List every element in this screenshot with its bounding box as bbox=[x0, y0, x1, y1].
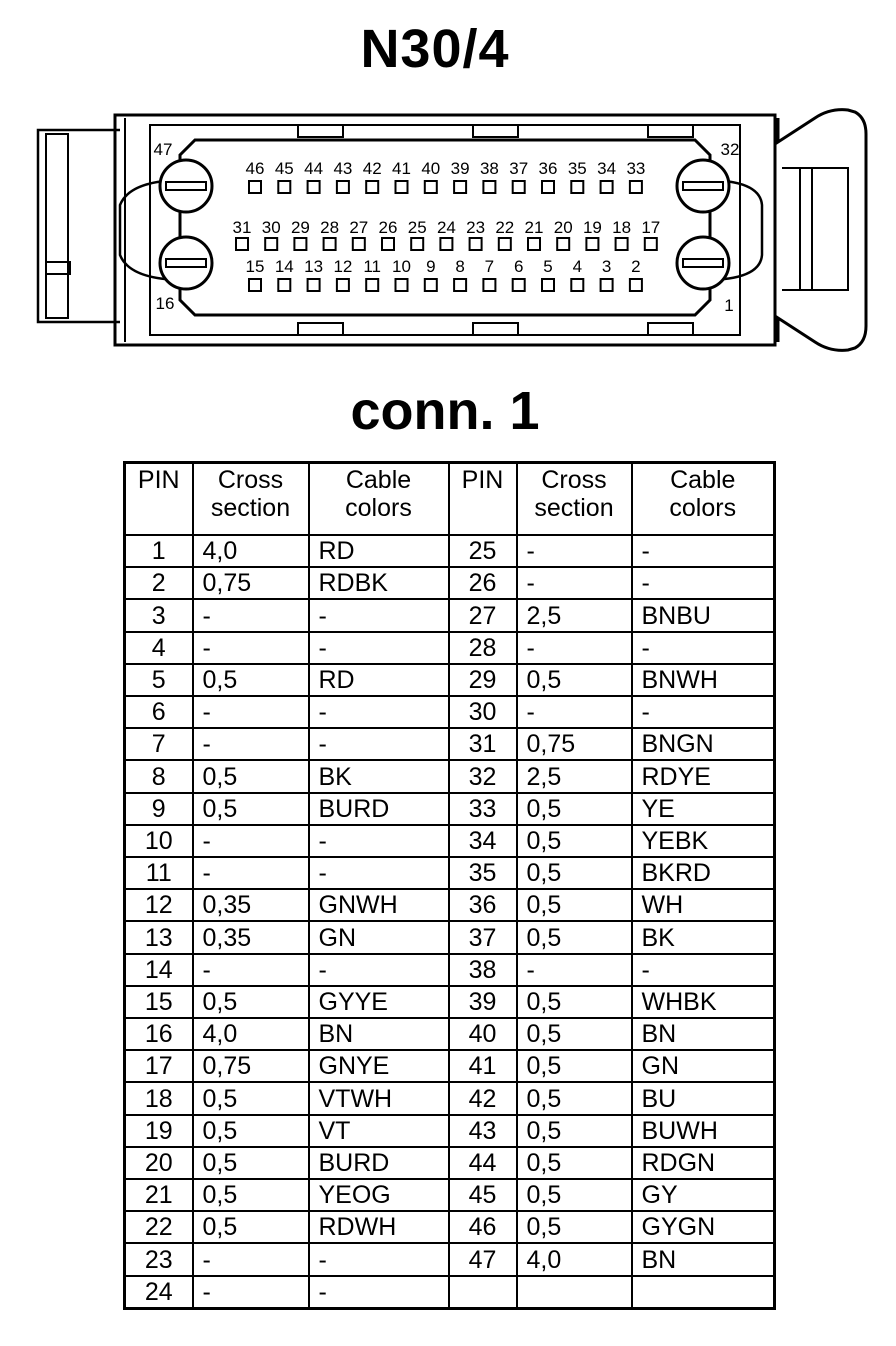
pin-number-cell: 43 bbox=[449, 1115, 517, 1147]
pin-number-cell: 47 bbox=[449, 1243, 517, 1275]
pin-cavity bbox=[513, 279, 525, 291]
table-row bbox=[125, 986, 775, 1018]
cable-color-cell: - bbox=[309, 954, 449, 986]
pin-cavity bbox=[601, 181, 613, 193]
pin-number-cell: 21 bbox=[125, 1179, 193, 1211]
pin-number-cell: 15 bbox=[125, 986, 193, 1018]
cable-color-cell: - bbox=[309, 696, 449, 728]
cable-color-cell: - bbox=[632, 696, 775, 728]
pin-label: 42 bbox=[362, 159, 382, 178]
cable-color-cell: RD bbox=[309, 664, 449, 696]
pin-label: 10 bbox=[392, 257, 411, 276]
pin-cavity bbox=[542, 181, 554, 193]
pin-number-cell: 41 bbox=[449, 1050, 517, 1082]
pin-number-cell: 4 bbox=[125, 632, 193, 664]
pin-label: 12 bbox=[333, 257, 353, 276]
cable-color-cell: GNWH bbox=[309, 889, 449, 921]
cross-section-cell: 0,75 bbox=[193, 1050, 309, 1082]
cross-section-cell: 0,75 bbox=[193, 567, 309, 599]
pin-label: 44 bbox=[304, 159, 324, 178]
cross-section-cell: - bbox=[517, 954, 632, 986]
pin-cavity bbox=[557, 238, 569, 250]
pin-number-cell: 36 bbox=[449, 889, 517, 921]
pin-label: 27 bbox=[349, 218, 369, 237]
pin-number-cell: 14 bbox=[125, 954, 193, 986]
pin-number-cell: 35 bbox=[449, 857, 517, 889]
pin-cavity bbox=[601, 279, 613, 291]
pin-cavity bbox=[396, 181, 408, 193]
pin-number-cell: 7 bbox=[125, 728, 193, 760]
pin-label: 5 bbox=[543, 257, 553, 276]
left-latch bbox=[38, 130, 120, 322]
pin-label: 8 bbox=[455, 257, 465, 276]
corner-label-47: 47 bbox=[153, 140, 173, 159]
header-cable-colors: Cable colors bbox=[309, 463, 449, 536]
cross-section-cell: - bbox=[517, 567, 632, 599]
pin-cavity bbox=[337, 279, 349, 291]
table-row bbox=[125, 535, 775, 567]
cross-section-cell: 2,5 bbox=[517, 599, 632, 631]
table-row bbox=[125, 1211, 775, 1243]
table-row bbox=[125, 825, 775, 857]
pin-cavity bbox=[470, 238, 482, 250]
cross-section-cell: - bbox=[193, 1243, 309, 1275]
pin-cavity bbox=[616, 238, 628, 250]
table-row bbox=[125, 793, 775, 825]
cross-section-cell: 0,5 bbox=[517, 857, 632, 889]
cross-section-cell: 0,5 bbox=[517, 1179, 632, 1211]
table-row bbox=[125, 1018, 775, 1050]
cable-color-cell: VT bbox=[309, 1115, 449, 1147]
pin-cavity bbox=[411, 238, 423, 250]
cross-section-cell: - bbox=[193, 825, 309, 857]
pin-label: 25 bbox=[407, 218, 427, 237]
cross-section-cell: 0,5 bbox=[517, 921, 632, 953]
left-latch-tab bbox=[46, 262, 70, 274]
header-pin: PIN bbox=[125, 463, 193, 536]
header-cross-section: Cross section bbox=[193, 463, 309, 536]
pin-label: 37 bbox=[509, 159, 529, 178]
pin-label: 3 bbox=[601, 257, 612, 276]
cross-section-cell: 0,5 bbox=[193, 986, 309, 1018]
pin-number-cell: 13 bbox=[125, 921, 193, 953]
pin-label: 31 bbox=[232, 218, 252, 237]
cable-color-cell: RDGN bbox=[632, 1147, 775, 1179]
pin-cavity bbox=[337, 181, 349, 193]
corner-label-1: 1 bbox=[724, 296, 734, 315]
pin-number-cell: 24 bbox=[125, 1276, 193, 1309]
right-shroud-inner bbox=[782, 168, 848, 290]
cross-section-cell: 0,5 bbox=[193, 664, 309, 696]
cable-color-cell: - bbox=[309, 1243, 449, 1275]
cross-section-cell: - bbox=[193, 1276, 309, 1309]
pin-number-cell: 8 bbox=[125, 760, 193, 792]
cross-section-cell: 0,5 bbox=[517, 825, 632, 857]
pin-cavity bbox=[308, 279, 320, 291]
cable-color-cell: RD bbox=[309, 535, 449, 567]
pin-cavity bbox=[454, 181, 466, 193]
pin-cavity bbox=[483, 279, 495, 291]
cable-color-cell: BN bbox=[309, 1018, 449, 1050]
pin-number-cell: 20 bbox=[125, 1147, 193, 1179]
pin-number-cell: 30 bbox=[449, 696, 517, 728]
cross-section-cell: 4,0 bbox=[193, 1018, 309, 1050]
cable-color-cell: BNWH bbox=[632, 664, 775, 696]
pin-number-cell: 10 bbox=[125, 825, 193, 857]
pin-label: 4 bbox=[572, 257, 583, 276]
pin-cavity bbox=[308, 181, 320, 193]
cross-section-cell: 0,5 bbox=[193, 1115, 309, 1147]
cable-color-cell: BU bbox=[632, 1082, 775, 1114]
cable-color-cell: - bbox=[309, 728, 449, 760]
cable-color-cell: GYGN bbox=[632, 1211, 775, 1243]
pin-cavity bbox=[249, 279, 261, 291]
connector-diagram bbox=[0, 100, 896, 362]
pin-number-cell: 32 bbox=[449, 760, 517, 792]
page-title: N30/4 bbox=[360, 19, 510, 79]
cable-color-cell: BN bbox=[632, 1018, 775, 1050]
pin-cavity bbox=[278, 181, 290, 193]
pin-label: 35 bbox=[567, 159, 587, 178]
pin-number-cell: 22 bbox=[125, 1211, 193, 1243]
pin-number-cell: 27 bbox=[449, 599, 517, 631]
pin-number-cell: 44 bbox=[449, 1147, 517, 1179]
cable-color-cell: YEOG bbox=[309, 1179, 449, 1211]
pin-cavity bbox=[586, 238, 598, 250]
cross-section-cell: 0,35 bbox=[193, 889, 309, 921]
left-latch-bar bbox=[46, 134, 68, 318]
cable-color-cell: BNGN bbox=[632, 728, 775, 760]
pin-number-cell: 6 bbox=[125, 696, 193, 728]
pin-label: 14 bbox=[274, 257, 294, 276]
cross-section-cell: - bbox=[517, 696, 632, 728]
cross-section-cell: - bbox=[193, 632, 309, 664]
pin-label: 46 bbox=[245, 159, 265, 178]
cross-section-cell: - bbox=[517, 632, 632, 664]
cross-section-cell: - bbox=[193, 954, 309, 986]
cable-color-cell: RDBK bbox=[309, 567, 449, 599]
right-shroud bbox=[778, 110, 866, 351]
cross-section-cell: 2,5 bbox=[517, 760, 632, 792]
table-header-row bbox=[125, 463, 775, 536]
pin-number-cell: 45 bbox=[449, 1179, 517, 1211]
pin-cavity bbox=[440, 238, 452, 250]
pin-label: 23 bbox=[466, 218, 486, 237]
pin-label: 17 bbox=[641, 218, 661, 237]
pin-label: 9 bbox=[426, 257, 436, 276]
pin-label: 40 bbox=[421, 159, 441, 178]
cable-color-cell: GYYE bbox=[309, 986, 449, 1018]
pin-number-cell: 3 bbox=[125, 599, 193, 631]
pin-cavity bbox=[542, 279, 554, 291]
cable-color-cell: - bbox=[309, 599, 449, 631]
pin-assignment-table bbox=[123, 461, 776, 1310]
cable-color-cell: - bbox=[309, 632, 449, 664]
pin-cavity bbox=[483, 181, 495, 193]
cross-section-cell: 0,5 bbox=[517, 1082, 632, 1114]
pin-label: 41 bbox=[392, 159, 411, 178]
corner-label-32: 32 bbox=[720, 140, 740, 159]
cross-section-cell: 0,5 bbox=[517, 1115, 632, 1147]
pin-number-cell: 42 bbox=[449, 1082, 517, 1114]
header-cross-section: Cross section bbox=[517, 463, 632, 536]
cable-color-cell bbox=[632, 1276, 775, 1309]
pin-label: 18 bbox=[612, 218, 632, 237]
pin-label: 6 bbox=[513, 257, 524, 276]
table-row bbox=[125, 1243, 775, 1275]
cable-color-cell: - bbox=[632, 954, 775, 986]
pin-label: 13 bbox=[304, 257, 324, 276]
cross-section-cell: - bbox=[193, 696, 309, 728]
cable-color-cell: RDYE bbox=[632, 760, 775, 792]
cross-section-cell: 0,5 bbox=[193, 760, 309, 792]
pin-cavity bbox=[645, 238, 657, 250]
pin-cavity bbox=[382, 238, 394, 250]
cross-section-cell: 0,5 bbox=[517, 793, 632, 825]
cross-section-cell: 0,5 bbox=[193, 1147, 309, 1179]
pin-cavity bbox=[294, 238, 306, 250]
cross-section-cell: 4,0 bbox=[193, 535, 309, 567]
cross-section-cell: 0,5 bbox=[193, 1082, 309, 1114]
pin-label: 33 bbox=[626, 159, 646, 178]
cable-color-cell: VTWH bbox=[309, 1082, 449, 1114]
cable-color-cell: BK bbox=[632, 921, 775, 953]
cable-color-cell: - bbox=[632, 535, 775, 567]
cross-section-cell bbox=[517, 1276, 632, 1309]
table-row bbox=[125, 760, 775, 792]
pin-number-cell: 46 bbox=[449, 1211, 517, 1243]
pin-cavity bbox=[454, 279, 466, 291]
table-row bbox=[125, 1276, 775, 1309]
cable-color-cell: RDWH bbox=[309, 1211, 449, 1243]
cross-section-cell: 0,5 bbox=[517, 889, 632, 921]
pin-cavity bbox=[630, 181, 642, 193]
pin-label: 15 bbox=[245, 257, 265, 276]
pin-cavity bbox=[630, 279, 642, 291]
cable-color-cell: - bbox=[632, 632, 775, 664]
cross-section-cell: 0,5 bbox=[517, 664, 632, 696]
pin-number-cell: 38 bbox=[449, 954, 517, 986]
table-row bbox=[125, 857, 775, 889]
pin-cavity bbox=[236, 238, 248, 250]
pin-cavity bbox=[571, 181, 583, 193]
pin-label: 34 bbox=[597, 159, 617, 178]
pin-cavity bbox=[366, 181, 378, 193]
pin-label: 29 bbox=[290, 218, 310, 237]
pin-number-cell: 17 bbox=[125, 1050, 193, 1082]
cross-section-cell: - bbox=[193, 599, 309, 631]
pin-label: 20 bbox=[553, 218, 573, 237]
pin-label: 7 bbox=[484, 257, 495, 276]
pin-number-cell: 37 bbox=[449, 921, 517, 953]
cable-color-cell: BNBU bbox=[632, 599, 775, 631]
pin-number-cell: 19 bbox=[125, 1115, 193, 1147]
table-row bbox=[125, 728, 775, 760]
cross-section-cell: 0,5 bbox=[517, 1018, 632, 1050]
pin-cavity bbox=[366, 279, 378, 291]
pin-number-cell: 23 bbox=[125, 1243, 193, 1275]
pin-label: 26 bbox=[378, 218, 398, 237]
table-row bbox=[125, 1050, 775, 1082]
pin-label: 39 bbox=[450, 159, 470, 178]
cable-color-cell: BKRD bbox=[632, 857, 775, 889]
cable-color-cell: GN bbox=[309, 921, 449, 953]
cross-section-cell: 0,35 bbox=[193, 921, 309, 953]
cross-section-cell: 0,5 bbox=[517, 1211, 632, 1243]
pin-cavity bbox=[278, 279, 290, 291]
cross-section-cell: - bbox=[517, 535, 632, 567]
pin-number-cell: 31 bbox=[449, 728, 517, 760]
pin-label: 2 bbox=[631, 257, 641, 276]
cross-section-cell: 0,5 bbox=[193, 1211, 309, 1243]
cable-color-cell: BURD bbox=[309, 793, 449, 825]
cable-color-cell: WH bbox=[632, 889, 775, 921]
pin-label: 24 bbox=[436, 218, 456, 237]
table-row bbox=[125, 1115, 775, 1147]
cable-color-cell: - bbox=[309, 857, 449, 889]
cable-color-cell: BK bbox=[309, 760, 449, 792]
cable-color-cell: WHBK bbox=[632, 986, 775, 1018]
table-row bbox=[125, 599, 775, 631]
pin-cavity bbox=[425, 279, 437, 291]
pin-number-cell: 5 bbox=[125, 664, 193, 696]
pin-cavity bbox=[513, 181, 525, 193]
table-row bbox=[125, 1179, 775, 1211]
cable-color-cell: GY bbox=[632, 1179, 775, 1211]
table-row bbox=[125, 632, 775, 664]
table-row bbox=[125, 889, 775, 921]
connector-subtitle: conn. 1 bbox=[350, 381, 540, 441]
pin-label: 36 bbox=[538, 159, 558, 178]
pin-label: 11 bbox=[363, 257, 382, 276]
cable-color-cell: - bbox=[309, 825, 449, 857]
pin-label: 38 bbox=[479, 159, 499, 178]
pin-number-cell: 26 bbox=[449, 567, 517, 599]
pin-number-cell bbox=[449, 1276, 517, 1309]
cross-section-cell: 0,5 bbox=[193, 793, 309, 825]
pin-number-cell: 11 bbox=[125, 857, 193, 889]
pin-number-cell: 34 bbox=[449, 825, 517, 857]
cable-color-cell: BUWH bbox=[632, 1115, 775, 1147]
pin-cavity bbox=[499, 238, 511, 250]
pin-number-cell: 29 bbox=[449, 664, 517, 696]
pin-number-cell: 33 bbox=[449, 793, 517, 825]
cross-section-cell: 0,5 bbox=[517, 1147, 632, 1179]
pin-number-cell: 9 bbox=[125, 793, 193, 825]
pin-label: 28 bbox=[320, 218, 340, 237]
cross-section-cell: 0,75 bbox=[517, 728, 632, 760]
pin-number-cell: 2 bbox=[125, 567, 193, 599]
cable-color-cell: - bbox=[632, 567, 775, 599]
pin-number-cell: 25 bbox=[449, 535, 517, 567]
pin-label: 30 bbox=[261, 218, 281, 237]
cable-color-cell: YE bbox=[632, 793, 775, 825]
pin-cavity bbox=[249, 181, 261, 193]
table-row bbox=[125, 567, 775, 599]
cable-color-cell: BN bbox=[632, 1243, 775, 1275]
table-row bbox=[125, 696, 775, 728]
cable-color-cell: YEBK bbox=[632, 825, 775, 857]
cable-color-cell: GN bbox=[632, 1050, 775, 1082]
pin-label: 43 bbox=[333, 159, 353, 178]
cross-section-cell: 4,0 bbox=[517, 1243, 632, 1275]
pin-number-cell: 18 bbox=[125, 1082, 193, 1114]
pin-cavity bbox=[324, 238, 336, 250]
cross-section-cell: 0,5 bbox=[517, 986, 632, 1018]
pin-label: 22 bbox=[495, 218, 515, 237]
pin-cavity bbox=[425, 181, 437, 193]
pin-label: 45 bbox=[274, 159, 294, 178]
pin-cavity bbox=[353, 238, 365, 250]
table-row bbox=[125, 664, 775, 696]
pin-number-cell: 16 bbox=[125, 1018, 193, 1050]
pin-cavity bbox=[571, 279, 583, 291]
header-cable-colors: Cable colors bbox=[632, 463, 775, 536]
pin-number-cell: 12 bbox=[125, 889, 193, 921]
pin-cavity bbox=[265, 238, 277, 250]
table-row bbox=[125, 921, 775, 953]
table-row bbox=[125, 954, 775, 986]
pin-number-cell: 1 bbox=[125, 535, 193, 567]
cross-section-cell: 0,5 bbox=[193, 1179, 309, 1211]
cross-section-cell: 0,5 bbox=[517, 1050, 632, 1082]
pin-number-cell: 28 bbox=[449, 632, 517, 664]
header-pin: PIN bbox=[449, 463, 517, 536]
cable-color-cell: - bbox=[309, 1276, 449, 1309]
table-row bbox=[125, 1147, 775, 1179]
pin-label: 19 bbox=[582, 218, 602, 237]
pin-label: 21 bbox=[524, 218, 544, 237]
cross-section-cell: - bbox=[193, 857, 309, 889]
pin-cavity bbox=[528, 238, 540, 250]
pin-number-cell: 40 bbox=[449, 1018, 517, 1050]
pin-cavity bbox=[396, 279, 408, 291]
pin-number-cell: 39 bbox=[449, 986, 517, 1018]
table-row bbox=[125, 1082, 775, 1114]
corner-label-16: 16 bbox=[155, 294, 175, 313]
cross-section-cell: - bbox=[193, 728, 309, 760]
cable-color-cell: GNYE bbox=[309, 1050, 449, 1082]
cable-color-cell: BURD bbox=[309, 1147, 449, 1179]
